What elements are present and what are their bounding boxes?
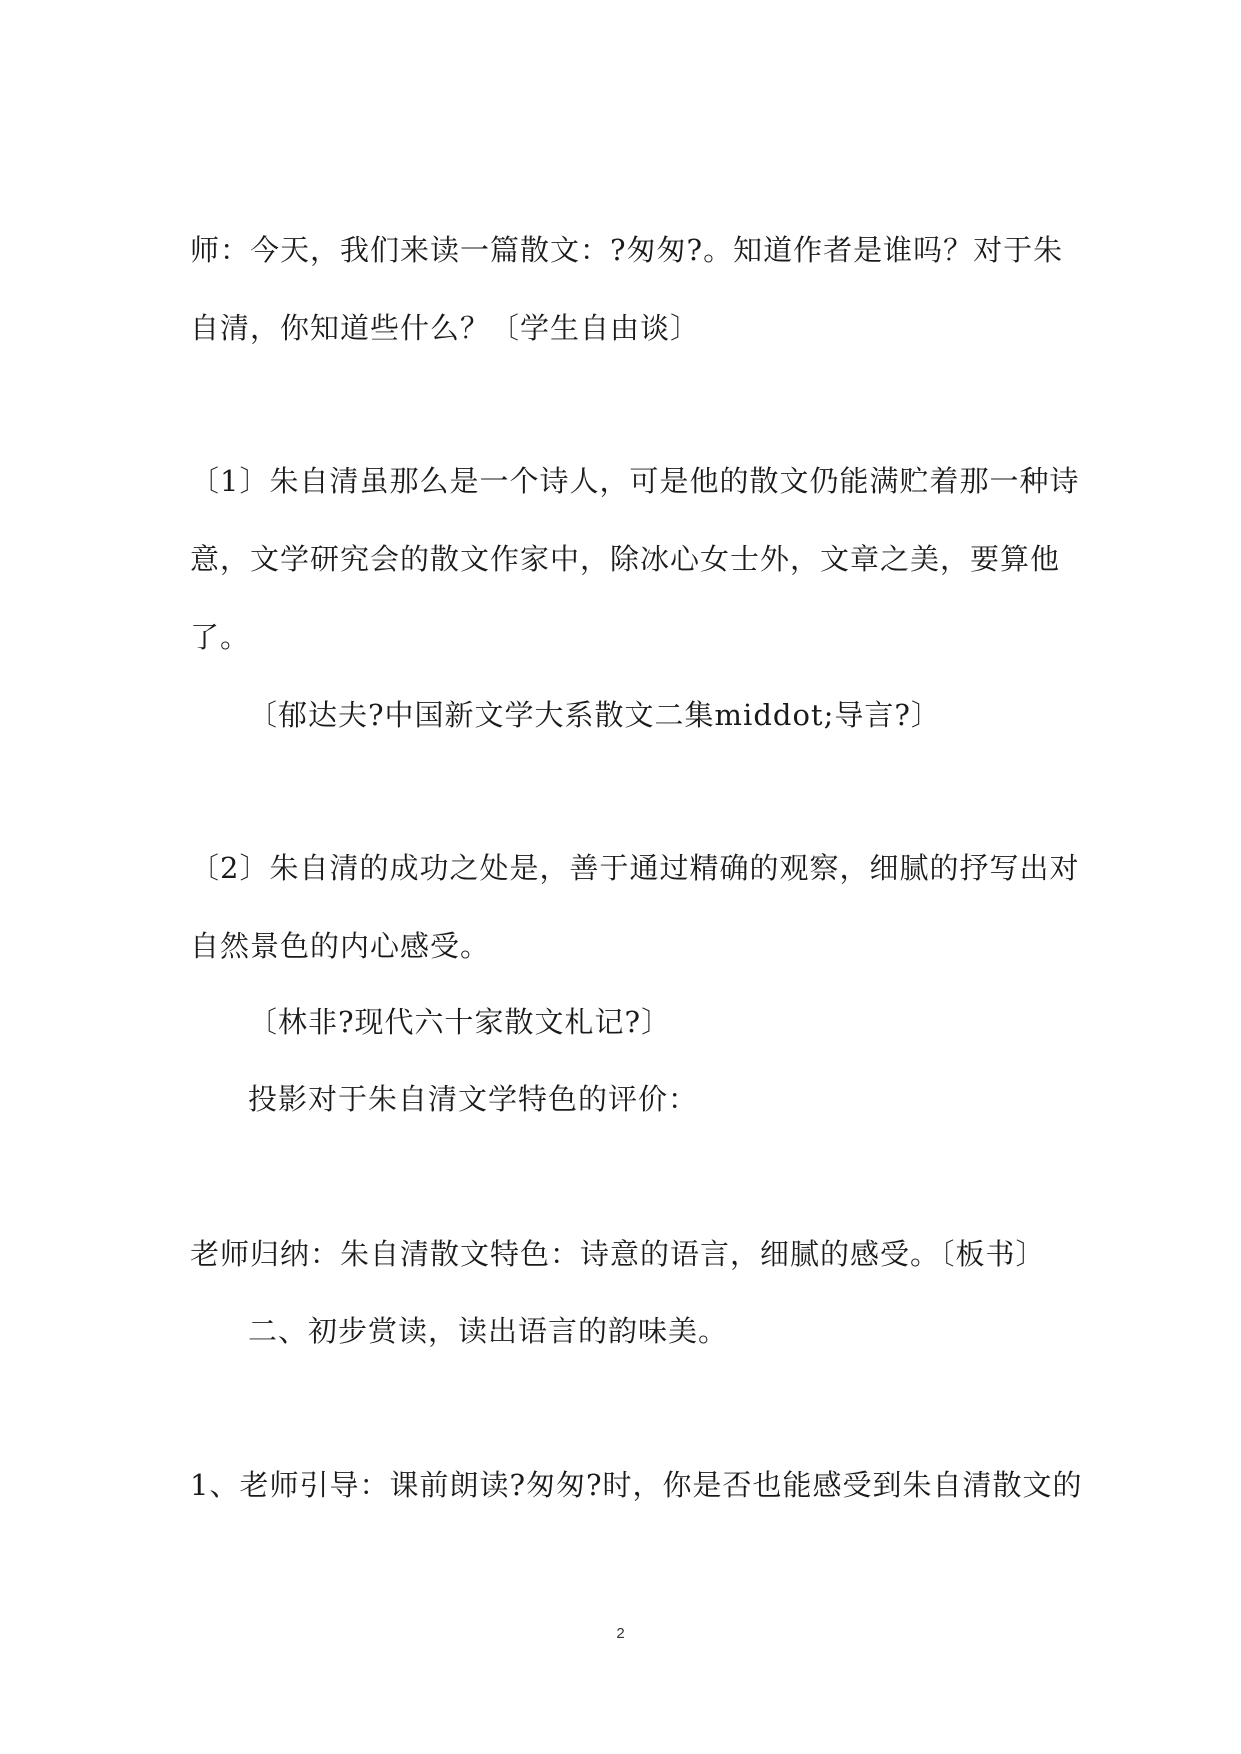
section-heading: 二、初步赏读，读出语言的韵味美。: [248, 1314, 729, 1348]
paragraph-line: 〔2〕朱自清的成功之处是，善于通过精确的观察，细腻的抒写出对: [190, 851, 1080, 885]
citation-line: 〔郁达夫?中国新文学大系散文二集middot;导言?〕: [248, 698, 941, 732]
paragraph-line: 〔1〕朱自清虽那么是一个诗人，可是他的散文仍能满贮着那一种诗: [190, 464, 1080, 498]
citation-line: 〔林非?现代六十家散文札记?〕: [248, 1005, 672, 1039]
paragraph-line: 老师归纳：朱自清散文特色：诗意的语言，细腻的感受。〔板书〕: [190, 1237, 1046, 1271]
paragraph-line: 自然景色的内心感受。: [190, 929, 491, 963]
paragraph-line: 了。: [190, 620, 251, 654]
paragraph-line: 师：今天，我们来读一篇散文：?匆匆?。知道作者是谁吗？对于朱: [190, 233, 1064, 267]
page-number: 2: [616, 1625, 625, 1642]
paragraph-line: 意，文学研究会的散文作家中，除冰心女士外，文章之美，要算他: [190, 542, 1061, 576]
paragraph-line: 投影对于朱自清文学特色的评价：: [248, 1082, 699, 1116]
paragraph-line: 1、老师引导：课前朗读?匆匆?时，你是否也能感受到朱自清散文的: [190, 1468, 1083, 1502]
paragraph-line: 自清，你知道些什么？〔学生自由谈〕: [190, 311, 701, 345]
